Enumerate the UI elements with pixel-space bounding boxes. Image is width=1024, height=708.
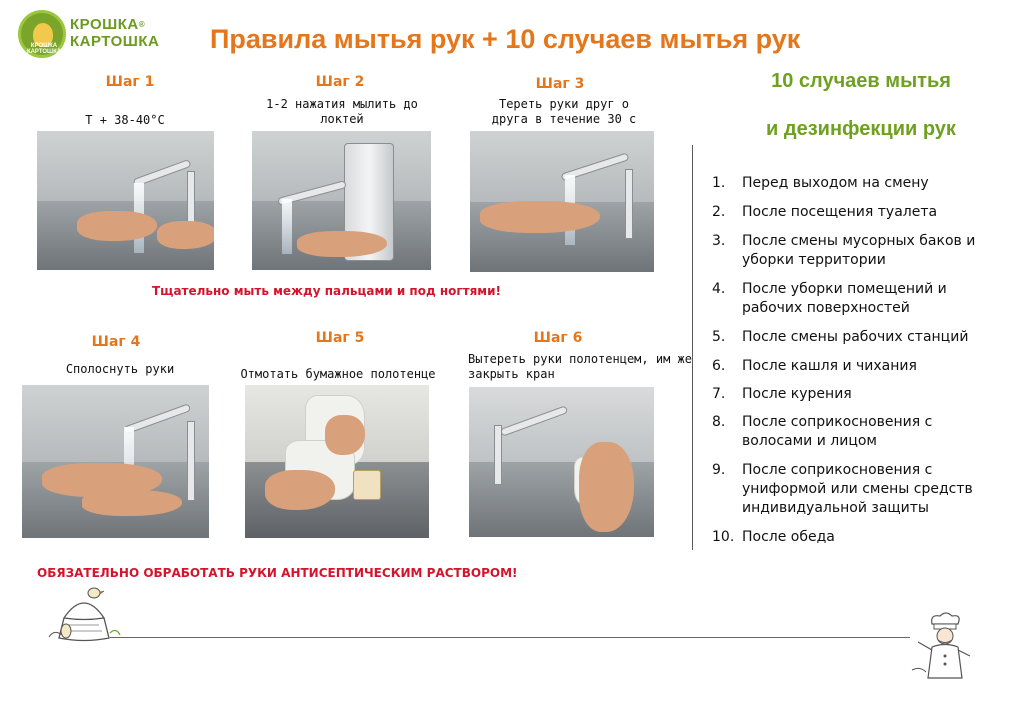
list-item: 2. После посещения туалета xyxy=(712,204,938,220)
right-panel-title-line1: 10 случаев мытья xyxy=(771,70,951,92)
step-4-desc: Сполоснуть руки xyxy=(65,362,175,376)
list-item: 8. После соприкосновения с волосами и лицом xyxy=(712,414,933,449)
step-1-photo xyxy=(37,131,214,270)
step-1-desc: Т + 38-40°С xyxy=(85,113,165,127)
step-2-label: Шаг 2 xyxy=(315,74,365,90)
step-3-photo xyxy=(470,131,654,272)
ten-cases-list xyxy=(712,174,987,557)
step-6-photo xyxy=(469,387,654,537)
antiseptic-note: ОБЯЗАТЕЛЬНО ОБРАБОТАТЬ РУКИ АНТИСЕПТИЧЕСКИМ РАСТВОРОМ! xyxy=(37,566,518,580)
logo-line1: КРОШКА xyxy=(70,16,139,33)
logo-line2: КАРТОШКА xyxy=(70,33,160,50)
basket-with-birds-illustration-icon xyxy=(44,583,124,643)
list-item: 9. После соприкосновения с униформой или смены средств индивидуальной защиты xyxy=(712,462,973,516)
step-2-photo xyxy=(252,131,431,270)
step-3-desc: Тереть руки друг о друга в течение 30 с xyxy=(491,97,637,126)
list-item: 5. После смены рабочих станций xyxy=(712,329,969,345)
footer-divider-line xyxy=(110,637,910,638)
logo-wordmark xyxy=(70,16,159,50)
step-6-label: Шаг 6 xyxy=(533,330,583,346)
list-item: 6. После кашля и чихания xyxy=(712,358,917,374)
step-4-photo xyxy=(22,385,209,538)
chef-illustration-icon xyxy=(910,612,980,682)
list-item: 3. После смены мусорных баков и уборки территории xyxy=(712,233,976,268)
list-item: 10. После обеда xyxy=(712,529,835,545)
page-title: Правила мытья рук + 10 случаев мытья рук xyxy=(210,24,801,54)
logo-emblem-icon: КРОШКА КАРТОШКА xyxy=(18,10,66,58)
step-5-desc: Отмотать бумажное полотенце xyxy=(240,367,436,381)
right-panel-title-line2: и дезинфекции рук xyxy=(766,118,956,140)
list-item: 1. Перед выходом на смену xyxy=(712,175,929,191)
step-5-label: Шаг 5 xyxy=(315,330,365,346)
step-4-label: Шаг 4 xyxy=(91,334,141,350)
list-item: 4. После уборки помещений и рабочих поверхностей xyxy=(712,281,947,316)
brand-logo xyxy=(18,10,178,60)
step-6-desc: Вытереть руки полотенцем, им же закрыть кран xyxy=(468,352,692,381)
step-3-label: Шаг 3 xyxy=(535,76,585,92)
step-1-label: Шаг 1 xyxy=(105,74,155,90)
step-2-desc: 1-2 нажатия мылить до локтей xyxy=(266,97,418,126)
between-fingers-note: Тщательно мыть между пальцами и под ногтями! xyxy=(152,284,501,298)
list-item: 7. После курения xyxy=(712,386,852,402)
logo-reg-mark: ® xyxy=(138,20,146,29)
step-5-photo xyxy=(245,385,429,538)
column-divider xyxy=(692,145,693,550)
